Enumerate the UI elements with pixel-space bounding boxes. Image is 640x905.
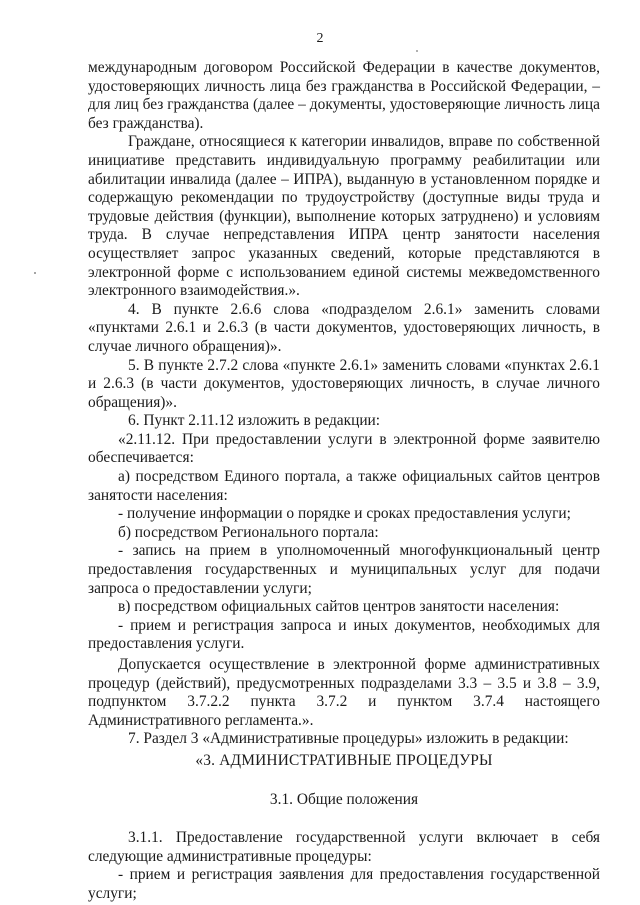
paragraph: а) посредством Единого портала, а также официальных сайтов центров занятости населения: <box>88 468 600 504</box>
list-item: - прием и регистрация заявления для предоставления государственной услуги; <box>88 866 600 902</box>
paragraph: 4. В пункте 2.6.6 слова «подразделом 2.6.1» заменить словами «пунктами 2.6.1 и 2.6.3 (в части документов, удостоверяющих личность, в случае личного обращения)». <box>88 300 600 355</box>
paragraph: Допускается осуществление в электронной форме административных процедур (действий), предусмотренных подразделами 3.3 – 3.5 и 3.8 – 3.9, подпунктом 3.7.2.2 пункта 3.7.2 и пунктом 3.7.4 настоящего Административного регламента.». <box>88 656 600 729</box>
paragraph: 5. В пункте 2.7.2 слова «пункте 2.6.1» заменить словами «пунктах 2.6.1 и 2.6.3 (в части документов, удостоверяющих личность, в случае личного обращения)». <box>88 356 600 411</box>
scan-speck <box>34 272 36 274</box>
subsection-heading: 3.1. Общие положения <box>269 790 419 808</box>
list-item: - получение информации о порядке и сроках предоставления услуги; <box>118 505 571 523</box>
page-number: 2 <box>316 31 324 46</box>
paragraph: международным договором Российской Федерации в качестве документов, удостоверяющих личность лица без гражданства в Российской Федерации, – для лиц без гражданства (далее – документы, удостоверяющие личность лица без гражданства). <box>88 59 600 132</box>
paragraph: 3.1.1. Предоставление государственной услуги включает в себя следующие административные процедуры: <box>88 829 600 865</box>
scan-speck <box>416 50 418 52</box>
list-item: - прием и регистрация запроса и иных документов, необходимых для предоставления услуги. <box>88 616 600 653</box>
section-heading: «3. АДМИНИСТРАТИВНЫЕ ПРОЦЕДУРЫ <box>195 751 493 769</box>
paragraph: Граждане, относящиеся к категории инвалидов, вправе по собственной инициативе представить индивидуальную программу реабилитации или абилитации инвалида (далее – ИПРА), выданную в установленном порядке и содержащую рекомендации по трудоустройству (доступные виды труда и трудовые действия (функции), выполнение которых затруднено) и условиям труда. В случае непредставления ИПРА центр занятости населения осуществляет запрос указанных сведений, которые представляются в электронной форме с использованием единой системы межведомственного электронного взаимодействия.». <box>88 133 600 300</box>
paragraph: б) посредством Регионального портала: <box>118 523 379 541</box>
paragraph: 6. Пункт 2.11.12 изложить в редакции: <box>128 412 381 430</box>
paragraph: «2.11.12. При предоставлении услуги в электронной форме заявителю обеспечивается: <box>88 430 600 467</box>
list-item: - запись на прием в уполномоченный многофункциональный центр предоставления государственных и муниципальных услуг для подачи запроса о предоставлении услуги; <box>88 542 600 597</box>
document-body <box>88 59 600 904</box>
paragraph: в) посредством официальных сайтов центров занятости населения: <box>118 598 560 616</box>
paragraph: 7. Раздел 3 «Административные процедуры» изложить в редакции: <box>128 730 569 748</box>
